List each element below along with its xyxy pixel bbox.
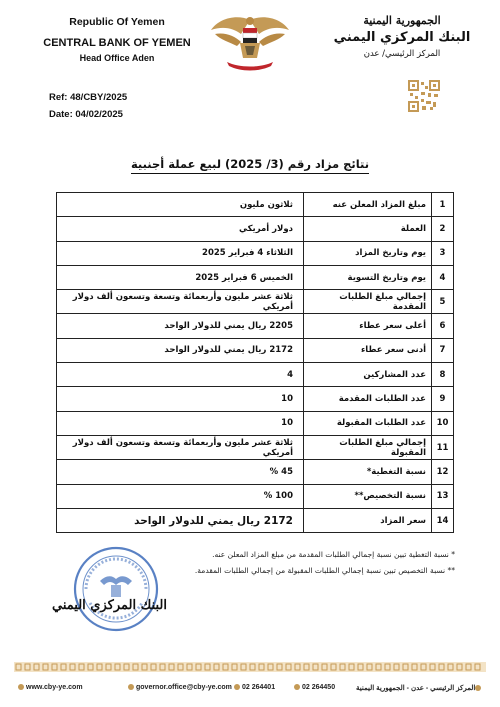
row-item: أعلى سعر عطاء	[304, 314, 432, 338]
row-number: 5	[432, 290, 454, 314]
country-name-ar: الجمهورية اليمنية	[363, 14, 441, 27]
row-value: 2172 ريال يمني للدولار الواحد	[57, 338, 304, 362]
footnote-allocation: ** نسبة التخصيص تبين نسبة إجمالي الطلبات المقبولة من إجمالي الطلبات المقدمة.	[194, 566, 455, 575]
bank-name-ar: البنك المركزي اليمني	[333, 30, 471, 45]
office-name-en: Head Office Aden	[79, 53, 155, 63]
table-row	[57, 314, 454, 338]
footnotes	[150, 547, 455, 579]
country-name-en: Republic Of Yemen	[69, 16, 165, 28]
row-value: الخميس 6 فبراير 2025	[57, 265, 304, 289]
table-row	[57, 217, 454, 241]
row-value: دولار أمريكي	[57, 217, 304, 241]
footer-phone-1: 02 264401	[234, 684, 275, 691]
row-number: 3	[432, 241, 454, 265]
row-value: ثلاثة عشر مليون وأربعمائة وتسعة وتسعون ألف دولار أمريكي	[57, 290, 304, 314]
eagle-emblem-icon	[207, 12, 293, 74]
row-item: عدد الطلبات المقبولة	[304, 411, 432, 435]
location-icon	[475, 685, 481, 691]
row-value: 2205 ريال يمني للدولار الواحد	[57, 314, 304, 338]
table-row	[57, 363, 454, 387]
row-item: مبلغ المزاد المعلن عنه	[304, 193, 432, 217]
stamp-bank-name: البنك المركزي اليمني	[52, 598, 167, 613]
row-number: 8	[432, 363, 454, 387]
row-item: نسبة التخصيص**	[304, 484, 432, 508]
table-row	[57, 387, 454, 411]
table-row	[57, 290, 454, 314]
bank-name-en: CENTRAL BANK OF YEMEN	[43, 37, 191, 49]
decorative-footer-band	[14, 662, 486, 672]
row-number: 1	[432, 193, 454, 217]
row-item: سعر المزاد	[304, 508, 432, 532]
office-name-ar: المركز الرئيسي/ عدن	[363, 49, 441, 59]
footnote-coverage: * نسبة التغطية تبين نسبة إجمالي الطلبات المقدمة من مبلغ المزاد المعلن عنه.	[212, 550, 455, 559]
row-number: 9	[432, 387, 454, 411]
auction-results-table	[56, 192, 454, 533]
mail-icon	[128, 684, 134, 690]
row-item: يوم وتاريخ التسوية	[304, 265, 432, 289]
row-item: عدد المشاركين	[304, 363, 432, 387]
row-number: 2	[432, 217, 454, 241]
document-title	[0, 157, 500, 171]
row-number: 12	[432, 460, 454, 484]
row-item: عدد الطلبات المقدمة	[304, 387, 432, 411]
table-row	[57, 484, 454, 508]
row-number: 11	[432, 435, 454, 459]
bank-seal-stamp	[72, 545, 160, 633]
reference-number: Ref: 48/CBY/2025	[49, 92, 128, 103]
table-row	[57, 435, 454, 459]
row-value: 45 %	[57, 460, 304, 484]
phone-icon	[234, 684, 240, 690]
row-item: نسبة التغطية*	[304, 460, 432, 484]
table-row	[57, 193, 454, 217]
document-date: Date: 04/02/2025	[49, 109, 123, 120]
table-row	[57, 338, 454, 362]
table-row	[57, 265, 454, 289]
footer-phone-2: 02 264450	[294, 684, 335, 691]
table-row	[57, 460, 454, 484]
row-item: إجمالي مبلغ الطلبات المقبولة	[304, 435, 432, 459]
table-row	[57, 508, 454, 532]
footer-address: المركز الرئيسي - عدن - الجمهورية اليمنية	[356, 684, 483, 692]
row-number: 10	[432, 411, 454, 435]
fax-icon	[294, 684, 300, 690]
document-title-text: نتائج مزاد رقم (3/ 2025) لبيع عملة أجنبية	[131, 157, 369, 174]
row-number: 13	[432, 484, 454, 508]
footer-website[interactable]: www.cby-ye.com	[18, 684, 83, 691]
row-item: يوم وتاريخ المزاد	[304, 241, 432, 265]
row-value: 10	[57, 387, 304, 411]
row-value: الثلاثاء 4 فبراير 2025	[57, 241, 304, 265]
row-value: 100 %	[57, 484, 304, 508]
reference-block	[49, 89, 127, 123]
row-number: 7	[432, 338, 454, 362]
arabic-letterhead	[322, 14, 482, 59]
row-value: ثلاثون مليون	[57, 193, 304, 217]
footer-email[interactable]: governor.office@cby-ye.com	[128, 684, 232, 691]
row-number: 4	[432, 265, 454, 289]
row-value: 2172 ريال يمني للدولار الواحد	[57, 508, 304, 532]
row-number: 14	[432, 508, 454, 532]
english-letterhead	[22, 16, 212, 63]
qr-code-icon	[408, 80, 440, 112]
table-row	[57, 411, 454, 435]
row-item: أدنى سعر عطاء	[304, 338, 432, 362]
globe-icon	[18, 684, 24, 690]
row-value: 4	[57, 363, 304, 387]
row-item: إجمالي مبلغ الطلبات المقدمة	[304, 290, 432, 314]
row-number: 6	[432, 314, 454, 338]
row-value: ثلاثة عشر مليون وأربعمائة وتسعة وتسعون ألف دولار أمريكي	[57, 435, 304, 459]
row-item: العملة	[304, 217, 432, 241]
table-row	[57, 241, 454, 265]
row-value: 10	[57, 411, 304, 435]
